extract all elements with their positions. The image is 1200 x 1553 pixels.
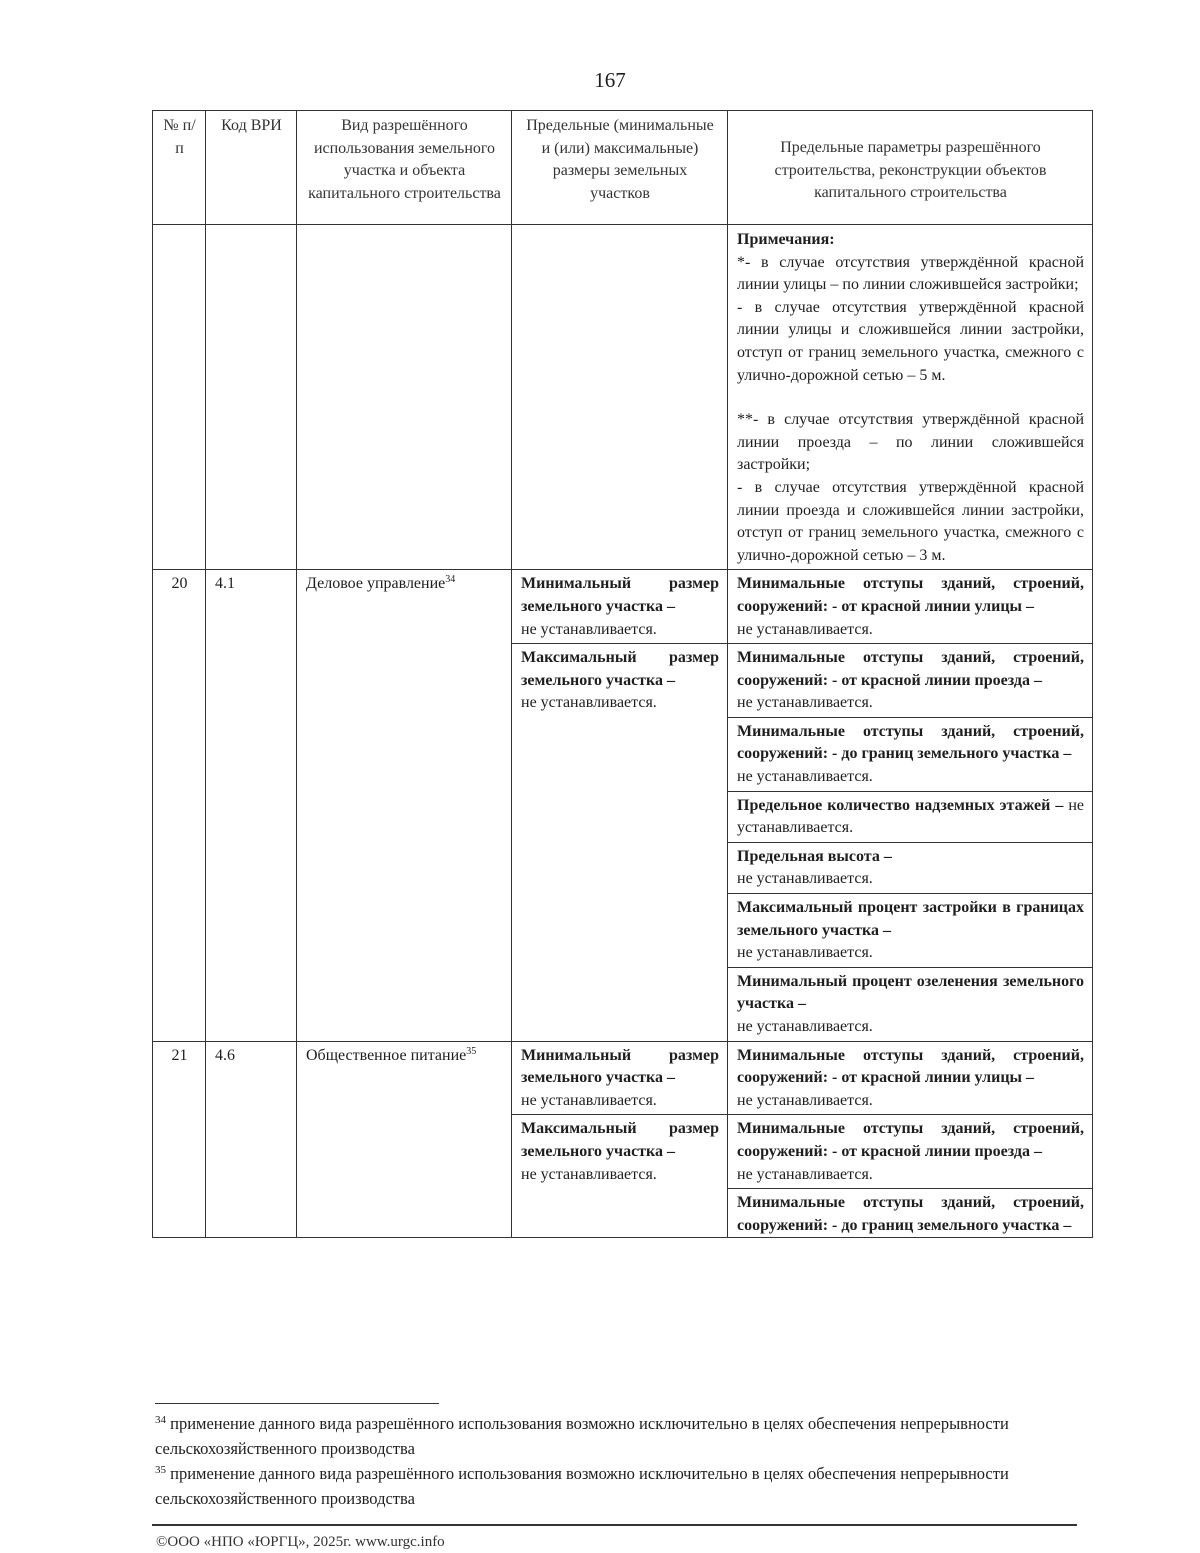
note-2: - в случае отсутствия утверждённой красной линии улицы и сложившейся линии застройки, отступ от границ земельного участка, смежного с улично-дорожной сетью – 5 м. [737, 298, 1084, 384]
min-plot-size: Минимальный размер земельного участка – не устанавливается. [512, 570, 728, 644]
table-row-21 [153, 1041, 1093, 1115]
header-number: № п/п [153, 111, 206, 225]
header-plot-sizes: Предельные (минимальные и (или) максимальные) размеры земельных участков [512, 111, 728, 225]
row-number: 21 [153, 1041, 206, 1238]
row-use-type: Деловое управление$^{34}$ [297, 570, 512, 1041]
table-row-notes [153, 225, 1093, 570]
param-setback-street: Минимальные отступы зданий, строений, сооружений: - от красной линии улицы – не устанавливается. [728, 1041, 1093, 1115]
min-plot-size: Минимальный размер земельного участка – не устанавливается. [512, 1041, 728, 1115]
row-number: 20 [153, 570, 206, 1041]
vri-table [152, 110, 1093, 1238]
row-use-type: Общественное питание$^{35}$ [297, 1041, 512, 1238]
notes-cell [728, 225, 1093, 570]
footnote-34: $^{34}$ применение данного вида разрешённого использования возможно исключительно в целях обеспечения непрерывности сельскохозяйственного производства [155, 1414, 1009, 1458]
param-height: Предельная высота – не устанавливается. [728, 842, 1093, 893]
footnote-ref: 35 [466, 1045, 477, 1057]
note-4: - в случае отсутствия утверждённой красной линии проезда и сложившейся линии застройки, отступ от границ земельного участка, смежного с улично-дорожной сетью – 3 м. [737, 478, 1084, 564]
header-code: Код ВРИ [206, 111, 297, 225]
header-use-type: Вид разрешённого использования земельного участка и объекта капитального строительства [297, 111, 512, 225]
header-construction-params: Предельные параметры разрешённого строительства, реконструкции объектов капитального строительства [728, 111, 1093, 225]
copyright: ©ООО «НПО «ЮРГЦ», 2025г. www.urgc.info [156, 1534, 445, 1550]
param-setback-driveway: Минимальные отступы зданий, строений, сооружений: - от красной линии проезда – не устанавливается. [728, 1115, 1093, 1189]
param-coverage: Максимальный процент застройки в границах земельного участка – не устанавливается. [728, 894, 1093, 968]
param-setback-boundary: Минимальные отступы зданий, строений, сооружений: - до границ земельного участка – [728, 1189, 1093, 1238]
footnote-ref: 34 [445, 574, 456, 586]
footnote-separator [155, 1403, 439, 1404]
row-code: 4.1 [206, 570, 297, 1041]
max-plot-size: Максимальный размер земельного участка – не устанавливается. [512, 644, 728, 1042]
note-1: *- в случае отсутствия утверждённой красной линии улицы – по линии сложившейся застройки; [737, 253, 1084, 294]
param-setback-driveway: Минимальные отступы зданий, строений, сооружений: - от красной линии проезда – не устанавливается. [728, 644, 1093, 718]
notes-title: Примечания: [737, 231, 835, 248]
max-plot-size: Максимальный размер земельного участка – не устанавливается. [512, 1115, 728, 1238]
footnote-35: $^{35}$ применение данного вида разрешённого использования возможно исключительно в целях обеспечения непрерывности сельскохозяйственного производства [155, 1464, 1009, 1508]
param-floors: Предельное количество надземных этажей – не устанавливается. [728, 791, 1093, 842]
table-header-row [153, 111, 1093, 225]
param-setback-boundary: Минимальные отступы зданий, строений, сооружений: - до границ земельного участка – не устанавливается. [728, 717, 1093, 791]
param-setback-street: Минимальные отступы зданий, строений, сооружений: - от красной линии улицы – не устанавливается. [728, 570, 1093, 644]
footnotes [155, 1411, 1075, 1511]
row-code: 4.6 [206, 1041, 297, 1238]
page-number: 167 [594, 68, 626, 92]
param-greening: Минимальный процент озеленения земельного участка – не устанавливается. [728, 967, 1093, 1041]
note-3: **- в случае отсутствия утверждённой красной линии проезда – по линии сложившейся застройки; [737, 411, 1084, 474]
table-row-20 [153, 570, 1093, 644]
footer-rule [152, 1524, 1077, 1526]
